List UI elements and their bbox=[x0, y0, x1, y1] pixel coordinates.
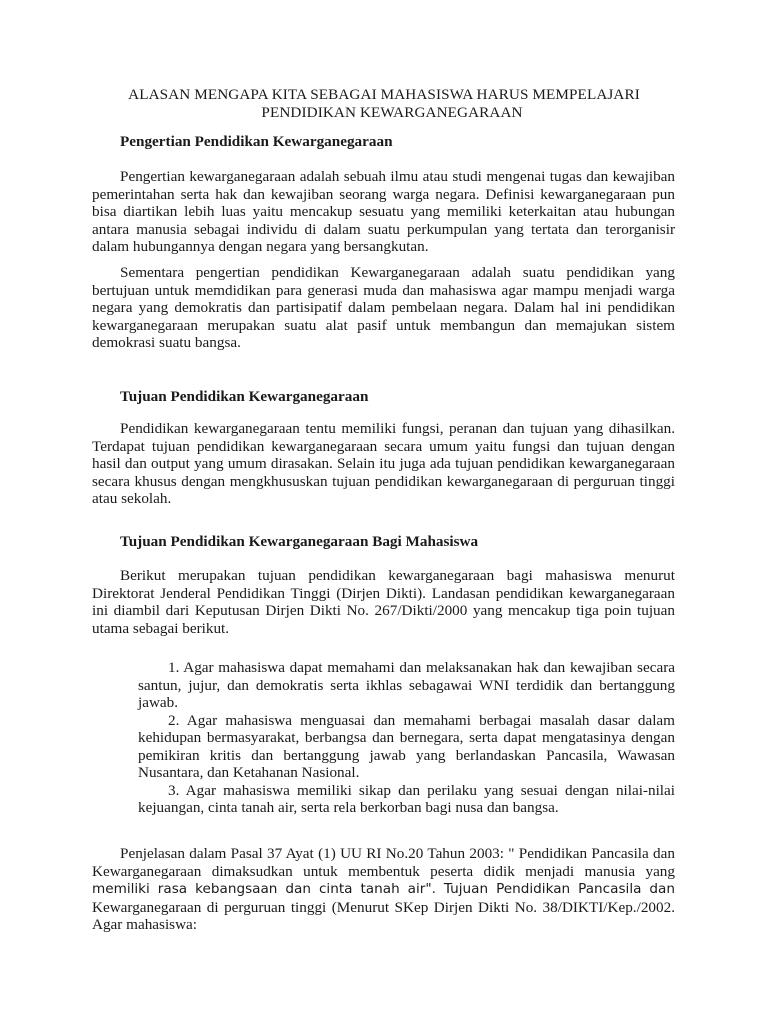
document-title-line-1: ALASAN MENGAPA KITA SEBAGAI MAHASISWA HARUS MEMPELAJARI bbox=[128, 86, 640, 103]
closing-part-1: Penjelasan dalam Pasal 37 Ayat (1) UU RI No.20 Tahun 2003: " Pendidikan Pancasila dan Kewarganegaraan dimaksudkan untuk membentuk peserta didik menjadi manusia yang bbox=[92, 845, 675, 880]
section-heading-tujuan: Tujuan Pendidikan Kewarganegaraan bbox=[120, 388, 369, 405]
paragraph-text: Pengertian kewarganegaraan adalah sebuah ilmu atau studi mengenai tugas dan kewajiban pemerintahan serta hak dan kewajiban seorang warga negara. Definisi kewarganegaraan pun bisa diartikan lebih luas yaitu mencakup sesuatu yang memiliki keterkaitan atau hubungan antara manusia sebagai individu di dalam suatu perkumpulan yang tertata dan terorganisir dalam hubungannya dengan negara yang bersangkutan. bbox=[92, 168, 675, 256]
list-item: 2. Agar mahasiswa menguasai dan memahami berbagai masalah dasar dalam kehidupan bermasyarakat, berbangsa dan bernegara, serta dapat mengatasinya dengan pemikiran kritis dan bertanggung jawab yang berlandaskan Pancasila, Wawasan Nusantara, dan Ketahanan Nasional. bbox=[138, 711, 675, 781]
paragraph-tujuan-mahasiswa-1 bbox=[92, 567, 675, 637]
paragraph-pengertian-1 bbox=[92, 168, 675, 256]
closing-part-3: Kewarganegaraan di perguruan tinggi (Menurut SKep Dirjen Dikti No. 38/DIKTI/Kep./2002. Agar mahasiswa: bbox=[92, 898, 675, 934]
tujuan-list bbox=[138, 659, 675, 817]
paragraph-tujuan-1 bbox=[92, 420, 675, 508]
section-heading-pengertian: Pengertian Pendidikan Kewarganegaraan bbox=[120, 133, 393, 150]
closing-part-2: memiliki rasa kebangsaan dan cinta tanah air". Tujuan Pendidikan Pancasila dan bbox=[92, 881, 675, 898]
paragraph-text: Pendidikan kewarganegaraan tentu memiliki fungsi, peranan dan tujuan yang dihasilkan. Terdapat tujuan pendidikan kewarganegaraan secara umum yaitu fungsi dan tujuan dengan hasil dan output yang umum dirasakan. Selain itu juga ada tujuan pendidikan kewarganegaraan secara khusus dengan mengkhususkan tujuan pendidikan kewarganegaraan di perguruan tinggi atau sekolah. bbox=[92, 420, 675, 508]
paragraph-penjelasan bbox=[92, 845, 675, 934]
list-item: 1. Agar mahasiswa dapat memahami dan melaksanakan hak dan kewajiban secara santun, jujur, dan demokratis serta ikhlas sebagawai WNI terdidik dan bertanggung jawab. bbox=[138, 659, 675, 711]
paragraph-text: Sementara pengertian pendidikan Kewarganegaraan adalah suatu pendidikan yang bertujuan untuk memdidikan para generasi muda dan mahasiswa agar mampu menjadi warga negara yang demokratis dan partisipatif dalam pembelaan negara. Dalam hal ini pendidikan kewarganegaraan merupakan suatu alat pasif untuk membangun dan memajukan sistem demokrasi suatu bangsa. bbox=[92, 264, 675, 352]
paragraph-text: Berikut merupakan tujuan pendidikan kewarganegaraan bagi mahasiswa menurut Direktorat Jenderal Pendidikan Tinggi (Dirjen Dikti). Landasan pendidikan kewarganegaraan ini diambil dari Keputusan Dirjen Dikti No. 267/Dikti/2000 yang mencakup tiga poin tujuan utama sebagai berikut. bbox=[92, 567, 675, 637]
list-item: 3. Agar mahasiswa memiliki sikap dan perilaku yang sesuai dengan nilai-nilai kejuangan, cinta tanah air, serta rela berkorban bagi nusa dan bangsa. bbox=[138, 781, 675, 816]
section-heading-tujuan-mahasiswa: Tujuan Pendidikan Kewarganegaraan Bagi Mahasiswa bbox=[120, 533, 479, 550]
document-title-line-2: PENDIDIKAN KEWARGANEGARAAN bbox=[261, 104, 523, 121]
paragraph-pengertian-2 bbox=[92, 264, 675, 352]
paragraph-text bbox=[92, 845, 675, 934]
